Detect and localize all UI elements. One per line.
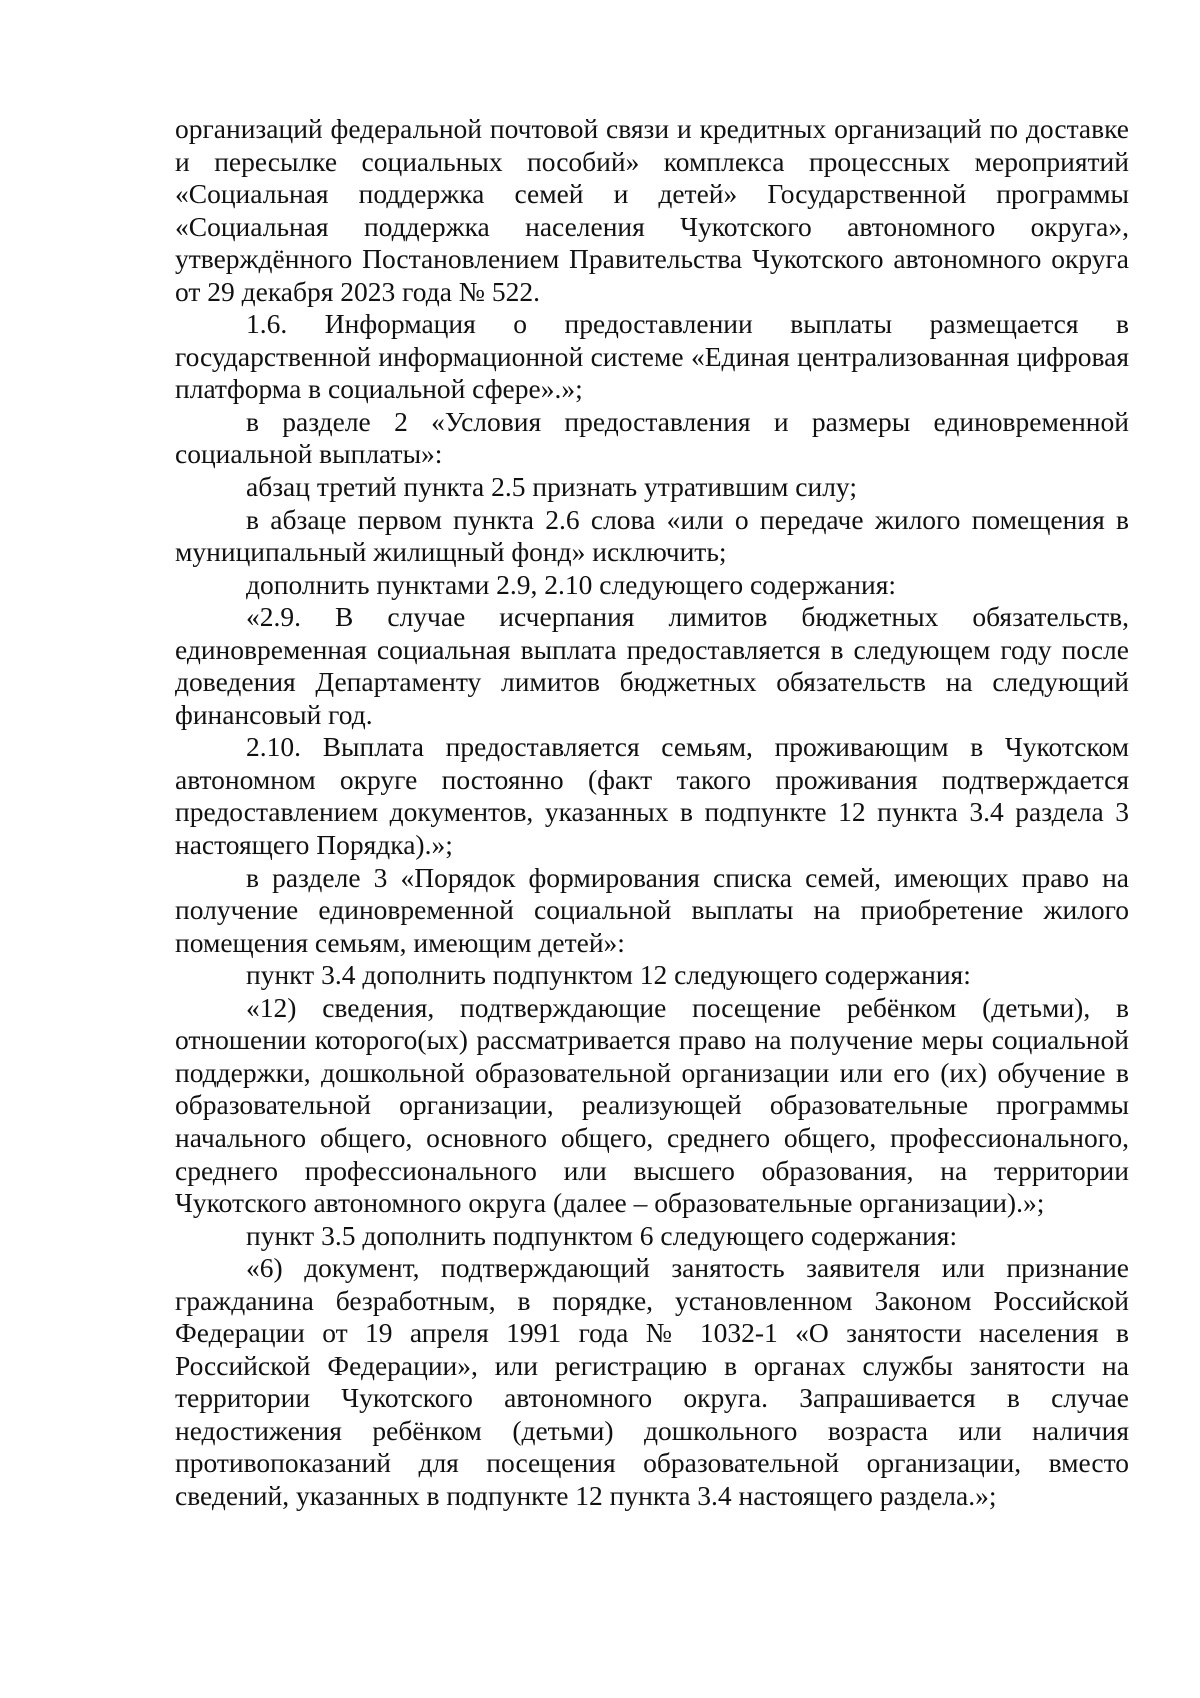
paragraph-item-3-4: пункт 3.4 дополнить подпунктом 12 следующего содержания: bbox=[246, 959, 971, 991]
paragraph-section-3: в разделе 3 «Порядок формирования списка семей, имеющих право на получение единовременной социальной выплаты на приобретение жилого помещения семьям, имеющим детей»: bbox=[175, 861, 1129, 958]
document-body bbox=[175, 113, 1129, 1513]
paragraph-item-2-5: абзац третий пункта 2.5 признать утратившим силу; bbox=[246, 471, 857, 503]
paragraph-item-3-5: пункт 3.5 дополнить подпунктом 6 следующего содержания: bbox=[246, 1219, 958, 1251]
paragraph-item-2-6: в абзаце первом пункта 2.6 слова «или о передаче жилого помещения в муниципальный жилищный фонд» исключить; bbox=[175, 503, 1129, 568]
paragraph-add-items: дополнить пунктами 2.9, 2.10 следующего содержания: bbox=[246, 568, 896, 600]
paragraph-section-2: в разделе 2 «Условия предоставления и размеры единовременной социальной выплаты»: bbox=[175, 405, 1129, 470]
paragraph-subitem-6: «6) документ, подтверждающий занятость заявителя или признание гражданина безработным, в порядке, установленном Законом Российской Федерации от 19 апреля 1991 года № 1032-1 «О занятости населения в Российской Федерации», или регистрацию в органах службы занятости на территории Чукотского автономного округа. Запрашивается в случае недостижения ребёнком (детьми) дошкольного возраста или наличия противопоказаний для посещения образовательной организации, вместо сведений, указанных в подпункте 12 пункта 3.4 настоящего раздела.»; bbox=[175, 1252, 1129, 1511]
paragraph-2-9: «2.9. В случае исчерпания лимитов бюджетных обязательств, единовременная социальная выплата предоставляется в следующем году после доведения Департаменту лимитов бюджетных обязательств на следующий финансовый год. bbox=[175, 601, 1129, 730]
paragraph-subitem-12: «12) сведения, подтверждающие посещение ребёнком (детьми), в отношении которого(ых) рассматривается право на получение меры социальной поддержки, дошкольной образовательной организации или его (их) обучение в образовательной организации, реализующей образовательные программы начального общего, основного общего, среднего общего, профессионального, среднего профессионального или высшего образования, на территории Чукотского автономного округа (далее – образовательные организации).»; bbox=[175, 991, 1129, 1219]
paragraph-1-6: 1.6. Информация о предоставлении выплаты размещается в государственной информационной системе «Единая централизованная цифровая платформа в социальной сфере».»; bbox=[175, 308, 1129, 405]
paragraph-continuation: организаций федеральной почтовой связи и кредитных организаций по доставке и пересылке социальных пособий» комплекса процессных мероприятий «Социальная поддержка семей и детей» Государственной программы «Социальная поддержка населения Чукотского автономного округа», утверждённого Постановлением Правительства Чукотского автономного округа от 29 декабря 2023 года № 522. bbox=[175, 113, 1129, 307]
paragraph-2-10: 2.10. Выплата предоставляется семьям, проживающим в Чукотском автономном округе постоянно (факт такого проживания подтверждается предоставлением документов, указанных в подпункте 12 пункта 3.4 раздела 3 настоящего Порядка).»; bbox=[175, 731, 1129, 861]
